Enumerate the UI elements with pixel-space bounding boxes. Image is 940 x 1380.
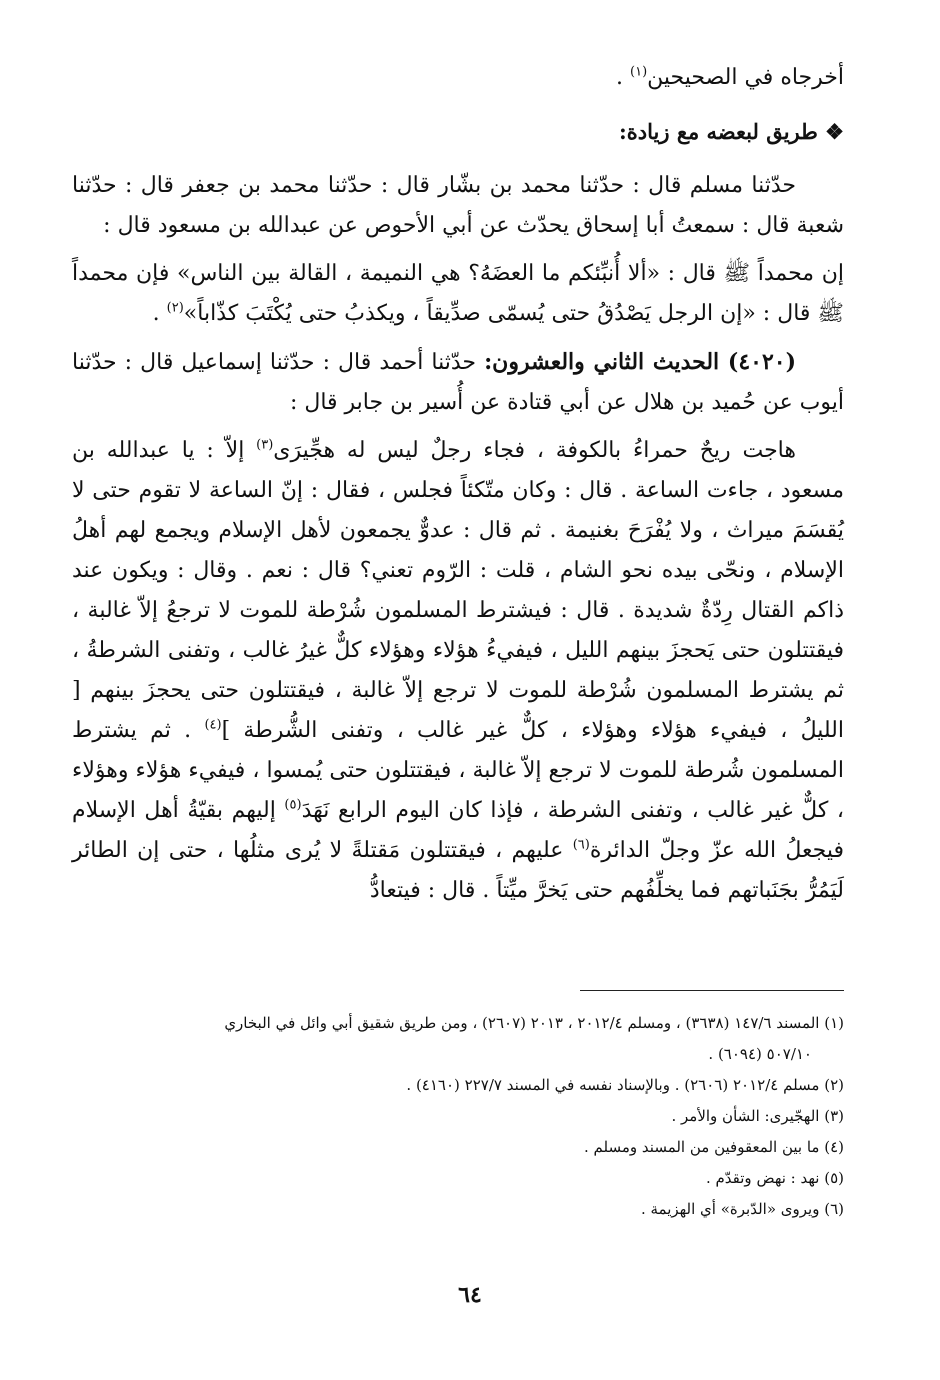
footnote-1: (١) المسند ١٤٧/٦ (٣٦٣٨) ، ومسلم ٢٠١٢/٤ ، ٢٠١٣ (٢٦٠٧) ، ومن طريق شقيق أبي وائل في البخاري [224, 1014, 844, 1032]
footnote-marker-3: (٣) [256, 437, 274, 453]
footnote-marker-1: (١) [630, 64, 648, 80]
hadith-22-header-paragraph [72, 342, 844, 423]
section-heading: ❖ طريق لبعضه مع زيادة: [619, 119, 844, 144]
footnotes [72, 1008, 844, 1225]
text-line-1 [72, 58, 844, 98]
hadith-number-title: (٤٠٢٠) الحديث الثاني والعشرون: [484, 349, 796, 375]
text-span: عليهم ، فيقتتلون مَقتلةً لا يُرى مثلُها ، حتى إن الطائر لَيَمُرُّ بجَنَباتهم فما يخلِّفُهم حتى يَخرَّ ميِّتاً . قال : فيتعادُّ [72, 838, 844, 903]
text-span: إليهم بقيّةُ أهل الإسلام فيجعلُ الله عزّ وجلّ الدائرة [72, 798, 845, 863]
text-span: . [616, 65, 631, 90]
text-span: . [152, 301, 167, 326]
footnote-marker-6: (٦) [572, 837, 590, 853]
footnote-1-continuation: ٥٠٧/١٠ (٦٠٩٤) . [708, 1045, 812, 1063]
footnote-divider [580, 990, 844, 991]
footnote-3: (٣) الهجّيرى: الشأن والأمر . [671, 1107, 844, 1125]
footnote-2: (٢) مسلم ٢٠١٢/٤ (٢٦٠٦) . وبالإسناد نفسه في المسند ٢٢٧/٧ (٤١٦٠) . [406, 1076, 844, 1094]
footnote-marker-2: (٢) [166, 300, 184, 316]
text-span: حدّثنا أحمد قال : حدّثنا إسماعيل قال : حدّثنا أيوب عن حُميد بن هلال عن أبي قتادة عن أُسير بن جابر قال : [72, 350, 844, 415]
footnote-marker-5: (٥) [284, 797, 302, 813]
footnote-4: (٤) ما بين المعقوفين من المسند ومسلم . [584, 1138, 844, 1156]
page-number: ٦٤ [458, 1282, 482, 1308]
text-span: هاجت ريحٌ حمراءُ بالكوفة ، فجاء رجلٌ ليس له هجِّيرَى [273, 438, 796, 463]
hadith-paragraph [72, 254, 844, 334]
main-text [72, 58, 844, 911]
footnote-5: (٥) نهد : نهض وتقدّم . [705, 1169, 844, 1187]
text-span: أخرجاه في الصحيحين [647, 65, 844, 90]
text-span: . ثم يشترط المسلمون شُرطة للموت لا ترجع إلاّ غالبة ، فيقتتلون حتى يُمسوا ، فيفيء هؤلاء وهؤلاء ، كلٌّ غير غالب ، وتفنى الشرطة ، فإذا كان اليوم الرابع نَهَدَ [72, 718, 844, 823]
hadith-22-body-paragraph [72, 431, 844, 911]
text-span: إن محمداً ﷺ قال : «ألا أُنبِّئكم ما العضَهُ؟ هي النميمة ، القالة بين الناس» فإن محمداً ﷺ قال : «إن الرجل يَصْدُقُ حتى يُسمّى صدِّيقاً ، ويكذبُ حتى يُكْتَبَ كذّاباً» [72, 261, 844, 326]
footnote-6: (٦) ويروى «الدّبرة» أي الهزيمة . [640, 1200, 844, 1218]
footnote-marker-4: (٤) [204, 717, 222, 733]
isnad-paragraph: حدّثنا مسلم قال : حدّثنا محمد بن بشّار قال : حدّثنا محمد بن جعفر قال : حدّثنا شعبة قال : سمعتُ أبا إسحاق يحدّث عن أبي الأحوص عن عبدالله بن مسعود قال : [72, 173, 844, 238]
text-span: إلاّ : يا عبدالله بن مسعود ، جاءت الساعة . قال : وكان متّكئاً فجلس ، فقال : إنّ الساعة لا تقوم حتى لا يُقسَمَ ميراث ، ولا يُفْرَحَ بغنيمة . ثم قال : عدوٌّ يجمعون لأهل الإسلام ويجمع لهم أهلُ الإسلام ، ونحّى بيده نحو الشام ، قلت : الرّوم تعني؟ قال : نعم . وقال : ويكون عند ذاكم القتال رِدّةٌ شديدة . قال : فيشترط المسلمون شُرْطة للموت لا ترجعُ إلاّ غالبة ، فيقتتلون حتى يَحجزَ بينهم الليل ، فيفيءُ هؤلاء وهؤلاء كلٌّ غيرُ غالب ، وتفنى الشرطةُ ، ثم يشترط المسلمون شُرْطة للموت لا ترجع إلاّ غالبة ، فيقتتلون حتى يحجزَ بينهم [ الليلُ ، فيفيء هؤلاء وهؤلاء ، كلٌّ غير غالب ، وتفنى الشُّرطة ] [72, 438, 845, 743]
